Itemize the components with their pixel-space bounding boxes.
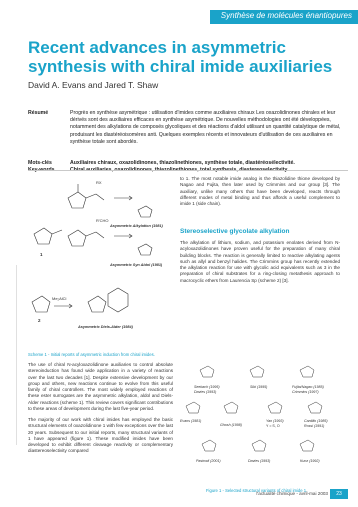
- variant-fujita-sub: Crimmins (1997): [292, 390, 319, 394]
- journal-name: l'actualité chimique - avril-mai 2003: [256, 491, 328, 496]
- variant-yan-sub: Y = S, O: [266, 424, 280, 428]
- reagent-rx: RX: [96, 180, 102, 185]
- reagent-aldehyde: R'CHO: [96, 218, 109, 223]
- section-banner: [210, 10, 358, 24]
- cycloadduct-ring: [88, 296, 106, 312]
- label-alkylation: Asymmetric Alkylation (1981): [110, 224, 163, 228]
- resume-label: Résumé: [28, 110, 49, 116]
- motscles-text: Auxiliaires chiraux, oxazolidinones, thiazolinethiones, synthèse totale, diastéréosélectivité.: [70, 160, 295, 166]
- page-number: 23: [330, 489, 348, 499]
- label-syn-aldol: Asymmetric Syn Aldol (1981): [110, 263, 163, 267]
- label-diels-alder: Asymmetric Diels-Alder (1984): [78, 325, 133, 329]
- compound-label-2: 2: [38, 318, 41, 323]
- oxazolidinone-ring-middle: [68, 230, 86, 246]
- resume-text: Progrès en synthèse asymétrique : utilisation d'imides comme auxiliaires chiraux Les oxazolidinones chirales et leur dérivés sont des auxiliaires efficaces en synthèse asymétrique. De nouvelles méthodologies ont été développées, notamment des alkylations de composés glycoliques et des réactions d'aldol utilisant un quantité catalytique de métal, produisant les diastéréoisomères anti. Quelques exemples récents et innovateurs d'utilisation de ces auxiliaires en synthèse totale sont abordés.: [70, 110, 341, 145]
- compound-label-1: 1: [40, 252, 43, 257]
- right-column-p2: The alkylation of lithium, sodium, and potassium enolates derived from N-acyloxazolidinones have proven useful for the preparation of many chiral building blocks. The reaction is generally limited to reactive alkylating agents such as allyl and benzyl halides. The Crimmins group has recently extended the alkylation reaction for use with glycolic acid equivalents such as 3 in the preparation of chiral substrates for a ring-closing metathesis approach to macrocyclic ethers from Laurencia Sp (scheme 2) [3].: [180, 240, 340, 283]
- variant-davies: Davies (1993): [248, 459, 271, 463]
- scheme-1-graphic: [28, 176, 168, 356]
- right-column-p1: to 1. The most notable imide analog is the thiazolidine thione developed by Nagao and Fujita, then later used by Crimmins and our group [3]. The auxiliary, unlike many others that have been developed, reacts through different modes of metal binding and thus affords a useful complement to imide 1 (side chain).: [180, 176, 340, 207]
- scheme-1-caption: Scheme 1 - Initial reports of asymmetric induction from chiral imides.: [28, 352, 155, 357]
- keywords-text: Chiral auxiliaries, oxazolidinones, thiazolinethiones, total synthesis, diastereoselectivity.: [70, 167, 289, 173]
- left-column-p2: The majority of our work with chiral imides has employed the basic structural elements of oxazolidinone 1 with few exceptions over the last 20 years. Subsequent to our initial reports, many structural variants of 1 have appeared (figure 1). These modified imides have been developed to exhibit different cleavage reactivity or complementary diastereoselectivity compared: [28, 417, 173, 454]
- oxazolidinone-ring-2: [32, 296, 50, 312]
- reagent-me2alcl: Me₂AlCl: [52, 296, 67, 301]
- figure-1-caption: Figure 1 - Selected structural variants of chiral imide 1.: [206, 488, 308, 493]
- variant-fujita: Fujita/Nagao (1985): [292, 385, 324, 389]
- variant-pastrodi: Pastrodi (2001): [196, 459, 221, 463]
- left-column-p1: The use of chiral N-acyloxazolidinone auxiliaries to control absolute stereoinduction has found wide application in a variety of reactions over the last two decades [1]. Despite extensive development by our group and others, new reactions continue to evolve from this useful family of chiral controllers. The most widely employed reactions of these ester surrogates are the asymmetric alkylation, aldol and Diels-Alder reactions (scheme 1). This review covers significant contributions to these areas of development during the last five-year period.: [28, 362, 173, 412]
- oxazolidinone-ring-top: [68, 192, 86, 208]
- figure-1-graphic: [180, 362, 348, 482]
- keywords-label: Key-words: [28, 167, 55, 173]
- variant-kunz: Kunz (1992): [300, 459, 320, 463]
- page-footer: [218, 489, 348, 499]
- variant-seebach: Seebach (1995): [194, 385, 220, 389]
- abstract-divider: [28, 170, 348, 171]
- section-label: Synthèse de molécules énantiopures: [220, 11, 352, 20]
- variant-ghosh: Ghosh (1998): [220, 423, 242, 427]
- variant-cardillo: Cardillo (1985): [304, 419, 328, 423]
- left-margin-line: [16, 265, 17, 445]
- motscles-label: Mots-clés: [28, 160, 52, 166]
- article-title: Recent advances in asymmetric synthesis with chiral imide auxiliaries: [28, 38, 333, 76]
- oxazolidinone-ring-1: [34, 228, 52, 244]
- variant-sibi: Sibi (1995): [250, 385, 268, 389]
- variant-seebach-sub: Davies (1993): [194, 390, 217, 394]
- variant-yan: Yan (1993): [266, 419, 284, 423]
- glycolate-subheading: Stereoselective glycolate alkylation: [180, 228, 290, 235]
- variant-cardillo-sub: Rossi (1991): [304, 424, 325, 428]
- variant-evans: Evans (1981): [180, 419, 202, 423]
- article-authors: David A. Evans and Jared T. Shaw: [28, 80, 159, 90]
